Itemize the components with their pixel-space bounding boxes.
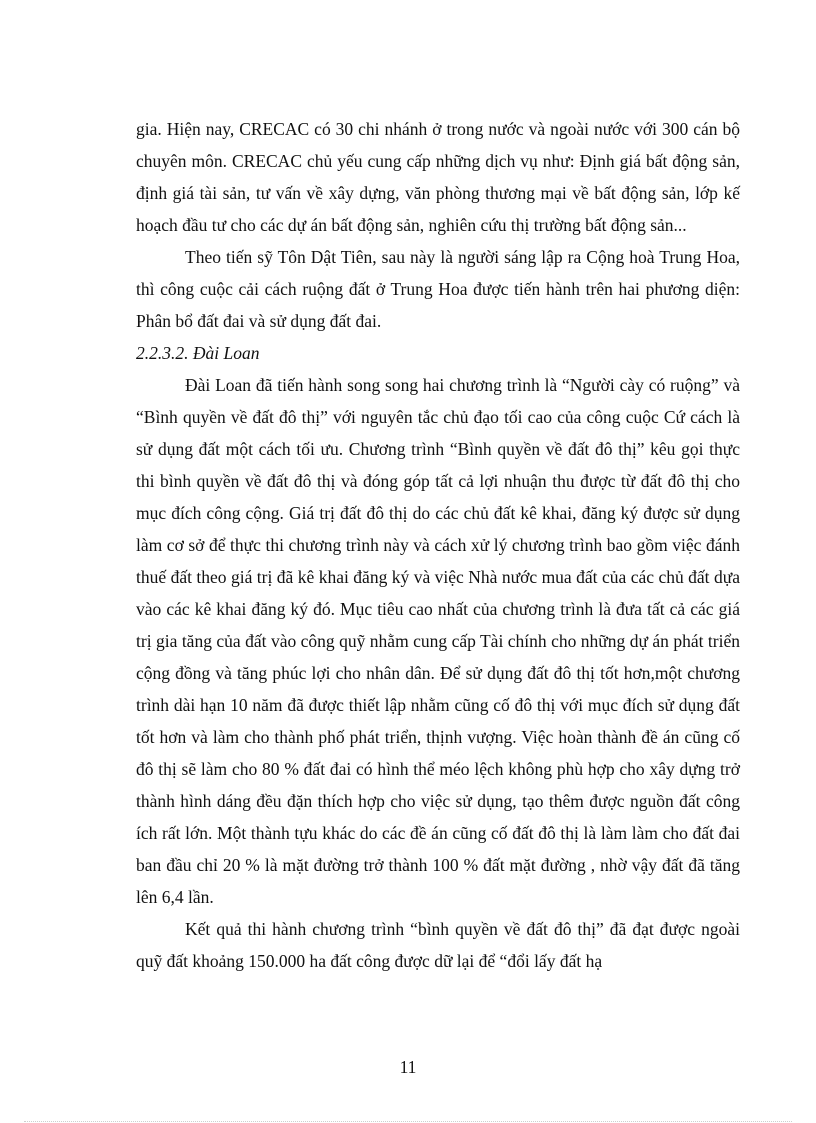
page-number: 11	[399, 1057, 417, 1077]
paragraph-ton-dat-tien: Theo tiến sỹ Tôn Dật Tiên, sau này là người sáng lập ra Cộng hoà Trung Hoa, thì công cuộc cải cách ruộng đất ở Trung Hoa được tiến hành trên hai phương diện: Phân bổ đất đai và sử dụng đất đai.	[136, 247, 740, 331]
section-heading-dai-loan: 2.2.3.2. Đài Loan	[136, 343, 260, 363]
paragraph-dai-loan-program: Đài Loan đã tiến hành song song hai chương trình là “Người cày có ruộng” và “Bình quyền về đất đô thị” với nguyên tắc chủ đạo tối cao của công cuộc Cứ cách là sử dụng đất một cách tối ưu. Chương trình “Bình quyền về đất đô thị” kêu gọi thực thi bình quyền về đất đô thị và đóng góp tất cả lợi nhuận thu được từ đất đô thị cho mục đích công cộng. Giá trị đất đô thị do các chủ đất kê khai, đăng ký được sử dụng làm cơ sở để thực thi chương trình này và cách xử lý chương trình bao gồm việc đánh thuế đất theo giá trị đã kê khai đăng ký và việc Nhà nước mua đất của các chủ đất dựa vào các kê khai đăng ký đó. Mục tiêu cao nhất của chương trình là đưa tất cả các giá trị gia tăng của đất vào công quỹ nhằm cung cấp Tài chính cho những dự án phát triển cộng đồng và tăng phúc lợi cho nhân dân. Để sử dụng đất đô thị tốt hơn,một chương trình dài hạn 10 năm đã được thiết lập nhằm cũng cố đô thị với mục đích sử dụng đất tốt hơn và làm cho thành phố phát triển, thịnh vượng. Việc hoàn thành đề án cũng cố đô thị sẽ làm cho 80 % đất đai có hình thể méo lệch không phù hợp cho xây dựng trở thành hình dáng đều đặn thích hợp cho việc sử dụng, tạo thêm được nguồn đất công ích rất lớn. Một thành tựu khác do các đề án cũng cố đất đô thị là làm làm cho đất đai ban đầu chỉ 20 % là mặt đường trở thành 100 % đất mặt đường , nhờ vậy đất đã tăng lên 6,4 lần.	[136, 375, 740, 907]
paragraph-result: Kết quả thi hành chương trình “bình quyền về đất đô thị” đã đạt được ngoài quỹ đất khoảng 150.000 ha đất công được dữ lại để “đổi lấy đất hạ	[136, 919, 740, 971]
page-bottom-divider	[24, 1121, 792, 1122]
paragraph-crecac-continuation: gia. Hiện nay, CRECAC có 30 chi nhánh ở trong nước và ngoài nước với 300 cán bộ chuyên môn. CRECAC chủ yếu cung cấp những dịch vụ như: Định giá bất động sản, định giá tài sản, tư vấn về xây dựng, văn phòng thương mại về bất động sản, lớp kế hoạch đầu tư cho các dự án bất động sản, nghiên cứu thị trường bất động sản...	[136, 119, 740, 235]
document-body	[136, 113, 740, 977]
